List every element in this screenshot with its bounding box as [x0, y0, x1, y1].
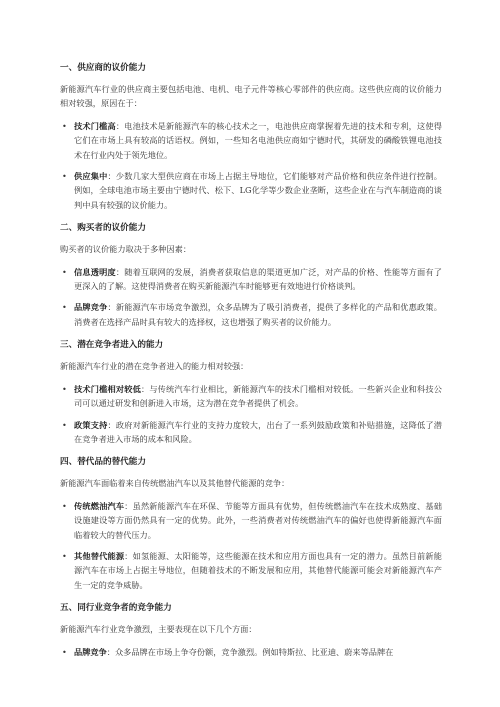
section-title: 五、同行业竞争者的竞争能力	[60, 603, 172, 614]
section-new-entrants	[60, 339, 442, 446]
term-separator: ：	[115, 266, 125, 277]
bullet-text: 政府对新能源汽车行业的支持力度较大，出台了一系列鼓励政策和补贴措施，这降低了潜在竞争者进入市场的成本和风险。	[74, 419, 442, 444]
bullet-item	[60, 499, 442, 542]
bullet-icon: •	[62, 171, 67, 182]
bullet-list	[60, 382, 442, 447]
bullet-text: 如氢能源、太阳能等，这些能源在技术和应用方面也具有一定的潜力。虽然目前新能源汽车在市场上占据主导地位，但随着技术的不断发展和应用，其他替代能源可能会对新能源汽车产生一定的竞争威胁。	[74, 550, 442, 590]
section-title: 二、购买者的议价能力	[60, 223, 146, 234]
section-title: 一、供应商的议价能力	[60, 63, 146, 73]
bullet-item	[60, 418, 442, 447]
bullet-term: 品牌竞争	[74, 646, 107, 657]
bullet-icon: •	[62, 500, 67, 511]
bullet-term: 政策支持	[74, 419, 108, 430]
bullet-text: 虽然新能源汽车在环保、节能等方面具有优势，但传统燃油汽车在技术成熟度、基础设施建设等方面仍然具有一定的优势。此外，一些消费者对传统燃油汽车的偏好也使得新能源汽车面临着较大的替代压力。	[74, 500, 442, 540]
section-buyer-power	[60, 222, 442, 329]
bullet-text: 众多品牌在市场上争夺份额，竞争激烈。例如特斯拉、比亚迪、蔚来等品牌在	[114, 646, 394, 657]
section-title: 四、替代品的替代能力	[60, 457, 146, 468]
section-supplier-power	[60, 62, 442, 212]
term-separator: ：	[107, 419, 116, 430]
bullet-text: 新能源汽车市场竞争激烈，众多品牌为了吸引消费者，提供了多样化的产品和优惠政策。消费者在选择产品时具有较大的选择权，这也增强了购买者的议价能力。	[74, 302, 442, 327]
bullet-item	[60, 265, 442, 294]
bullet-item	[60, 382, 442, 411]
section-intro: 新能源汽车行业的潜在竞争者进入的能力相对较强：	[60, 361, 249, 372]
term-separator: ：	[107, 302, 116, 313]
term-separator: ：	[124, 500, 133, 511]
section-title: 三、潜在竞争者进入的能力	[60, 340, 164, 351]
section-rivalry	[60, 602, 442, 659]
bullet-term: 品牌竞争	[74, 302, 108, 313]
bullet-icon: •	[62, 419, 67, 430]
term-separator: ：	[115, 120, 125, 131]
bullet-text: 电池技术是新能源汽车的核心技术之一，电池供应商掌握着先进的技术和专利，这使得它们在市场上具有较高的话语权。例如，一些知名电池供应商如宁德时代，其研发的磷酸铁锂电池技术在行业内处于领先地位。	[74, 120, 442, 160]
bullet-list	[60, 265, 442, 330]
term-separator: ：	[140, 383, 150, 394]
bullet-icon: •	[62, 550, 67, 561]
bullet-icon: •	[62, 120, 67, 131]
bullet-term: 供应集中	[74, 171, 108, 182]
term-separator: ：	[124, 550, 133, 561]
section-intro: 新能源汽车行业的供应商主要包括电池、电机、电子元件等核心零部件的供应商。这些供应商的议价能力相对较强，原因在于：	[60, 84, 442, 109]
bullet-item	[60, 169, 442, 212]
bullet-icon: •	[62, 646, 67, 657]
bullet-list	[60, 499, 442, 592]
bullet-item	[60, 645, 442, 659]
section-intro: 新能源汽车行业竞争激烈，主要表现在以下几个方面：	[60, 624, 257, 635]
bullet-term: 其他替代能源	[74, 550, 125, 561]
bullet-item	[60, 300, 442, 329]
bullet-term: 传统燃油汽车	[74, 500, 125, 511]
bullet-text: 与传统汽车行业相比，新能源汽车的技术门槛相对较低。一些新兴企业和科技公司可以通过研发和创新进入市场，这为潜在竞争者提供了机会。	[74, 383, 442, 409]
section-intro: 新能源汽车面临着来自传统燃油汽车以及其他替代能源的竞争：	[60, 478, 290, 489]
bullet-text: 随着互联网的发展，消费者获取信息的渠道更加广泛，对产品的价格、性能等方面有了更深入的了解。这使得消费者在购买新能源汽车时能够更有效地进行价格谈判。	[74, 266, 442, 292]
bullet-term: 技术门槛相对较低	[74, 383, 141, 394]
section-intro: 购买者的议价能力取决于多种因素：	[60, 244, 192, 255]
section-substitutes	[60, 456, 442, 592]
bullet-term: 技术门槛高	[74, 120, 116, 131]
term-separator: ：	[106, 646, 115, 657]
bullet-list	[60, 645, 442, 659]
bullet-text: 少数几家大型供应商在市场上占据主导地位，它们能够对产品价格和供应条件进行控制。例如，全球电池市场主要由宁德时代、松下、LG化学等少数企业垄断，这些企业在与汽车制造商的谈判中具有较强的议价能力。	[74, 171, 442, 210]
bullet-icon: •	[62, 266, 67, 277]
bullet-icon: •	[62, 302, 67, 313]
term-separator: ：	[107, 171, 116, 182]
bullet-term: 信息透明度	[74, 266, 116, 277]
bullet-icon: •	[62, 383, 67, 394]
bullet-item	[60, 549, 442, 592]
bullet-item	[60, 119, 442, 162]
bullet-list	[60, 119, 442, 212]
